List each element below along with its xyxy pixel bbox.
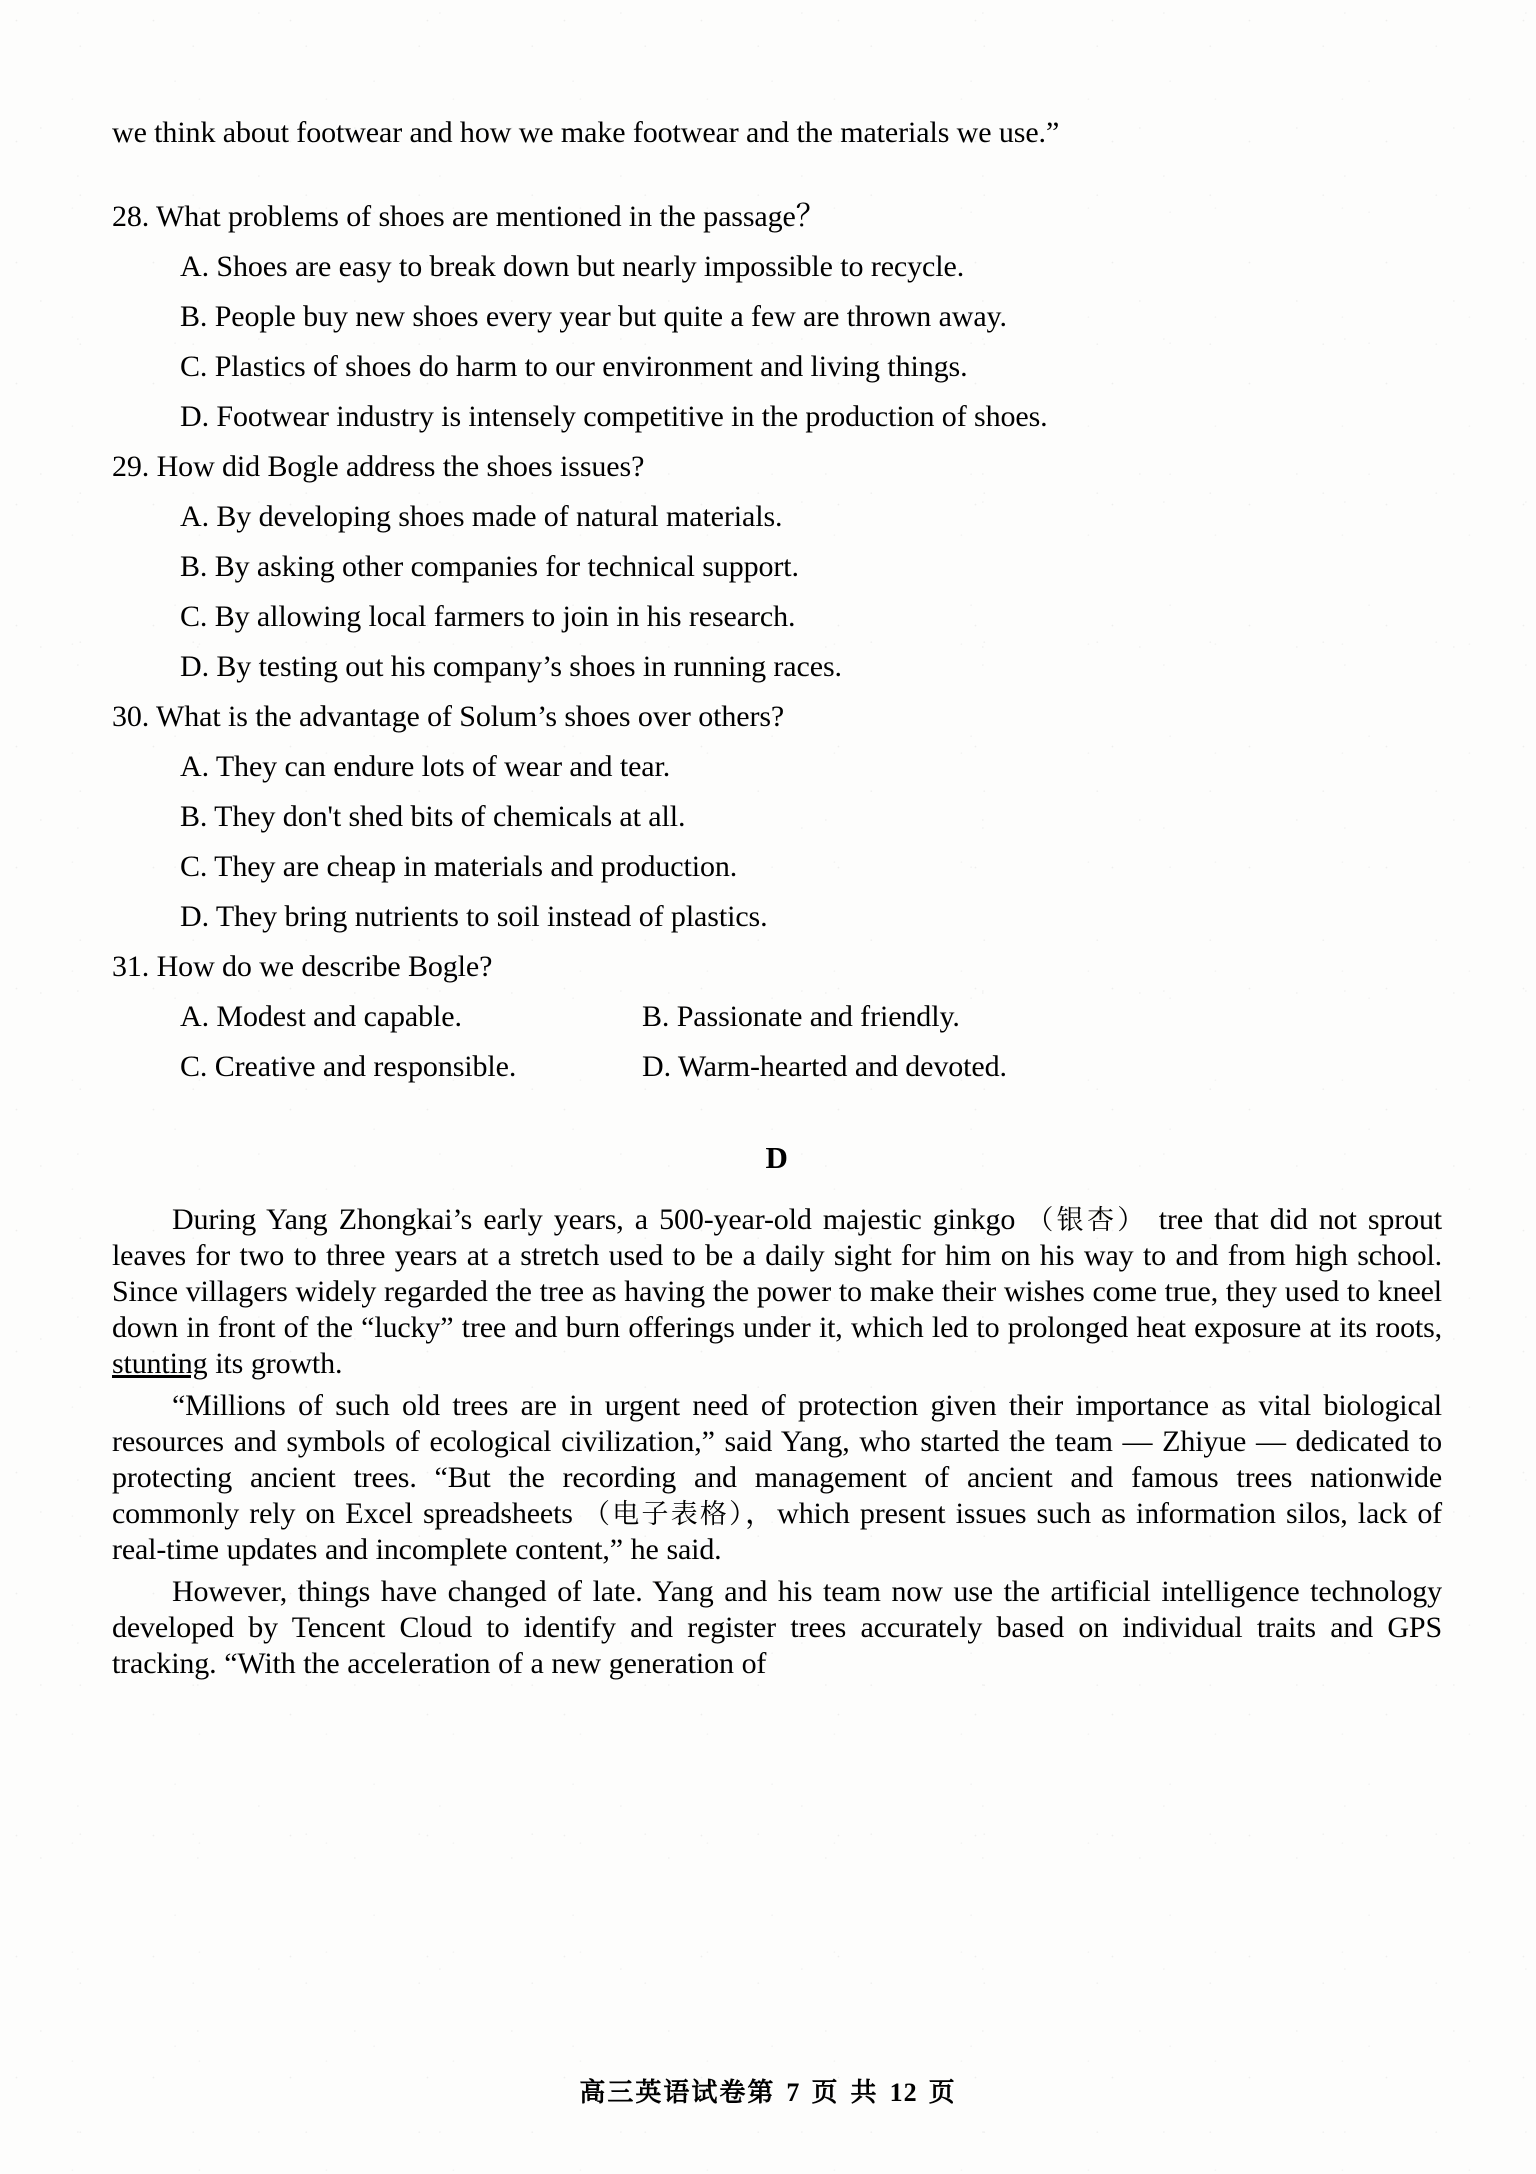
question-31-option-a[interactable]: A. Modest and capable.: [180, 1000, 462, 1033]
question-stem-29: 29. How did Bogle address the shoes issues?: [112, 450, 645, 483]
question-28-option-c[interactable]: C. Plastics of shoes do harm to our environment and living things.: [180, 350, 968, 383]
footer-prefix-label: 高三英语试卷第: [579, 2078, 776, 2108]
question-31-options-row-1: [112, 1002, 1442, 1032]
carryover-text-line: we think about footwear and how we make footwear and the materials we use.”: [112, 116, 1060, 149]
question-29-option-d[interactable]: D. By testing out his company’s shoes in running races.: [180, 650, 842, 683]
questions-list: [112, 202, 1442, 1082]
footer-middle-label: 页 共: [811, 2078, 879, 2108]
question-30-option-b[interactable]: B. They don't shed bits of chemicals at all.: [180, 800, 686, 833]
chinese-gloss: （银杏）: [1026, 1205, 1148, 1236]
question-31-option-d[interactable]: D. Warm-hearted and devoted.: [642, 1050, 1007, 1083]
question-stem-30: 30. What is the advantage of Solum’s shoes over others?: [112, 700, 785, 733]
passage-body: [112, 1202, 1442, 1682]
question-30-option-a[interactable]: A. They can endure lots of wear and tear.: [180, 750, 671, 783]
footer-suffix-label: 页: [928, 2078, 957, 2108]
page-footer: [0, 2072, 1536, 2109]
chinese-gloss: （电子表格）: [582, 1499, 745, 1530]
question-stem-28: 28. What problems of shoes are mentioned in the passage？: [112, 200, 826, 233]
passage-paragraph-2: “Millions of such old trees are in urgent need of protection given their importance as vital biological resources and symbols of ecological civilization,” said Yang, who started the team — Zhiyue — dedicated to protecting ancient trees. “But the recording and management of ancient and famous trees nationwide commonly rely on Excel spreadsheets （电子表格），which present issues such as information silos, lack of real-time updates and incomplete content,” he said.: [112, 1389, 1443, 1566]
question-29-option-c[interactable]: C. By allowing local farmers to join in his research.: [180, 600, 796, 633]
passage-paragraph-3: However, things have changed of late. Yang and his team now use the artificial intelligence technology developed by Tencent Cloud to identify and register trees accurately based on individual traits and GPS tracking. “With the acceleration of a new generation of: [112, 1575, 1442, 1680]
underlined-word: stunting: [112, 1347, 208, 1380]
question-28-option-b[interactable]: B. People buy new shoes every year but quite a few are thrown away.: [180, 300, 1007, 333]
question-item-31: [112, 952, 1442, 1082]
question-stem-31: 31. How do we describe Bogle?: [112, 950, 493, 983]
question-31-option-c[interactable]: C. Creative and responsible.: [180, 1050, 517, 1083]
question-item-29: [112, 452, 1442, 682]
question-29-option-b[interactable]: B. By asking other companies for technical support.: [180, 550, 799, 583]
question-28-option-d[interactable]: D. Footwear industry is intensely competitive in the production of shoes.: [180, 400, 1048, 433]
question-30-option-d[interactable]: D. They bring nutrients to soil instead of plastics.: [180, 900, 768, 933]
footer-page-number: 7: [786, 2078, 801, 2107]
passage-section-letter: D: [765, 1140, 789, 1175]
question-28-option-a[interactable]: A. Shoes are easy to break down but nearly impossible to recycle.: [180, 250, 965, 283]
question-31-options-row-2: [112, 1052, 1442, 1082]
question-29-option-a[interactable]: A. By developing shoes made of natural materials.: [180, 500, 783, 533]
question-31-option-b[interactable]: B. Passionate and friendly.: [642, 1000, 960, 1033]
question-30-option-c[interactable]: C. They are cheap in materials and production.: [180, 850, 738, 883]
footer-total-pages: 12: [889, 2078, 918, 2107]
question-item-28: [112, 202, 1442, 432]
passage-paragraph-1: During Yang Zhongkai’s early years, a 500-year-old majestic ginkgo （银杏） tree that did not sprout leaves for two to three years at a stretch used to be a daily sight for him on his way to and from high school. Since villagers widely regarded the tree as having the power to make their wishes come true, they used to kneel down in front of the “lucky” tree and burn offerings under it, which led to prolonged heat exposure at its roots, stunting its growth.: [112, 1203, 1442, 1380]
page-content: [112, 0, 1442, 1688]
question-item-30: [112, 702, 1442, 932]
